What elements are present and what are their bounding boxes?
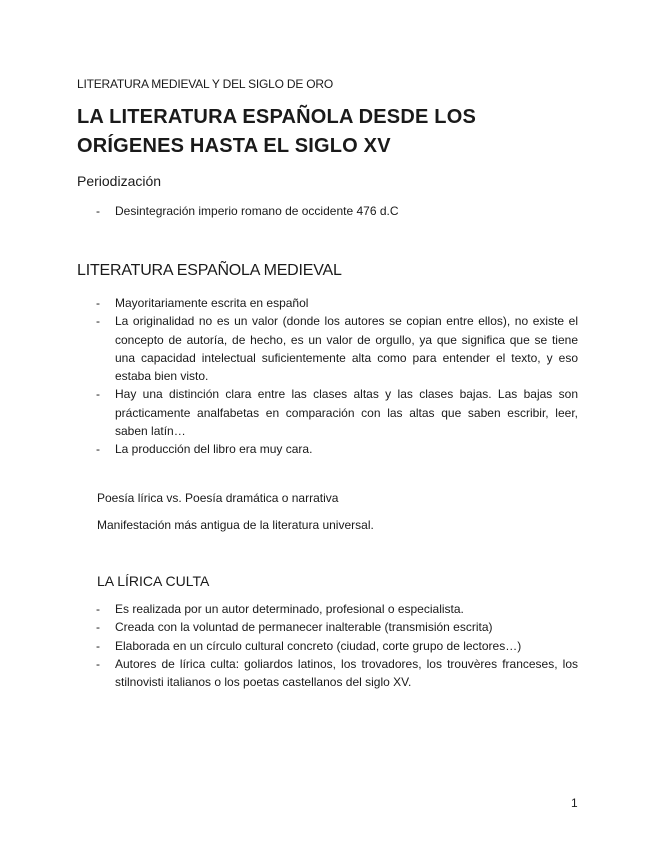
list-item: - Desintegración imperio romano de occidente 476 d.C <box>96 202 578 220</box>
list-item: - Autores de lírica culta: goliardos latinos, los trovadores, los trouvères franceses, los stilnovisti italianos o los poetas castellanos del siglo XV. <box>96 656 578 690</box>
running-header: LITERATURA MEDIEVAL Y DEL SIGLO DE ORO <box>77 77 334 91</box>
list-item: - Mayoritariamente escrita en español <box>96 294 578 312</box>
bullet-dash: - <box>96 387 100 402</box>
list-item: - Creada con la voluntad de permanecer inalterable (transmisión escrita) <box>96 618 578 636</box>
page-number: 1 <box>571 796 578 810</box>
medieval-list <box>96 294 578 459</box>
bullet-dash: - <box>96 314 100 329</box>
bullet-dash: - <box>96 442 100 457</box>
list-item: - Elaborada en un círculo cultural concreto (ciudad, corte grupo de lectores…) <box>96 637 578 655</box>
list-item: - Hay una distinción clara entre las clases altas y las clases bajas. Las bajas son prácticamente analfabetas en comparación con las altas que saben escribir, leer, saben latín… <box>96 387 578 439</box>
periodization-heading: Periodización <box>77 173 162 189</box>
poetry-types-line: Poesía lírica vs. Poesía dramática o narrativa <box>97 491 339 505</box>
bullet-dash: - <box>96 638 100 653</box>
bullet-dash: - <box>96 204 100 218</box>
periodization-list <box>96 202 578 220</box>
lirica-culta-heading: LA LÍRICA CULTA <box>97 573 210 589</box>
oldest-manifestation-line: Manifestación más antigua de la literatura universal. <box>97 518 374 532</box>
list-item: - La originalidad no es un valor (donde los autores se copian entre ellos), no existe el concepto de autoría, de hecho, es un valor de orgullo, ya que significa que se tiene una capacidad intelectual suficientemente alta como para entender el texto, y eso estaba bien visto. <box>96 314 578 384</box>
medieval-heading: LITERATURA ESPAÑOLA MEDIEVAL <box>77 262 342 279</box>
bullet-dash: - <box>96 656 100 671</box>
document-title: LA LITERATURA ESPAÑOLA DESDE LOS ORÍGENES HASTA EL SIGLO XV <box>77 106 476 157</box>
bullet-dash: - <box>96 620 100 635</box>
bullet-dash: - <box>96 602 100 616</box>
bullet-dash: - <box>96 296 100 310</box>
list-item: - La producción del libro era muy cara. <box>96 440 578 458</box>
list-item: - Es realizada por un autor determinado, profesional o especialista. <box>96 600 578 618</box>
lirica-list <box>96 600 578 691</box>
